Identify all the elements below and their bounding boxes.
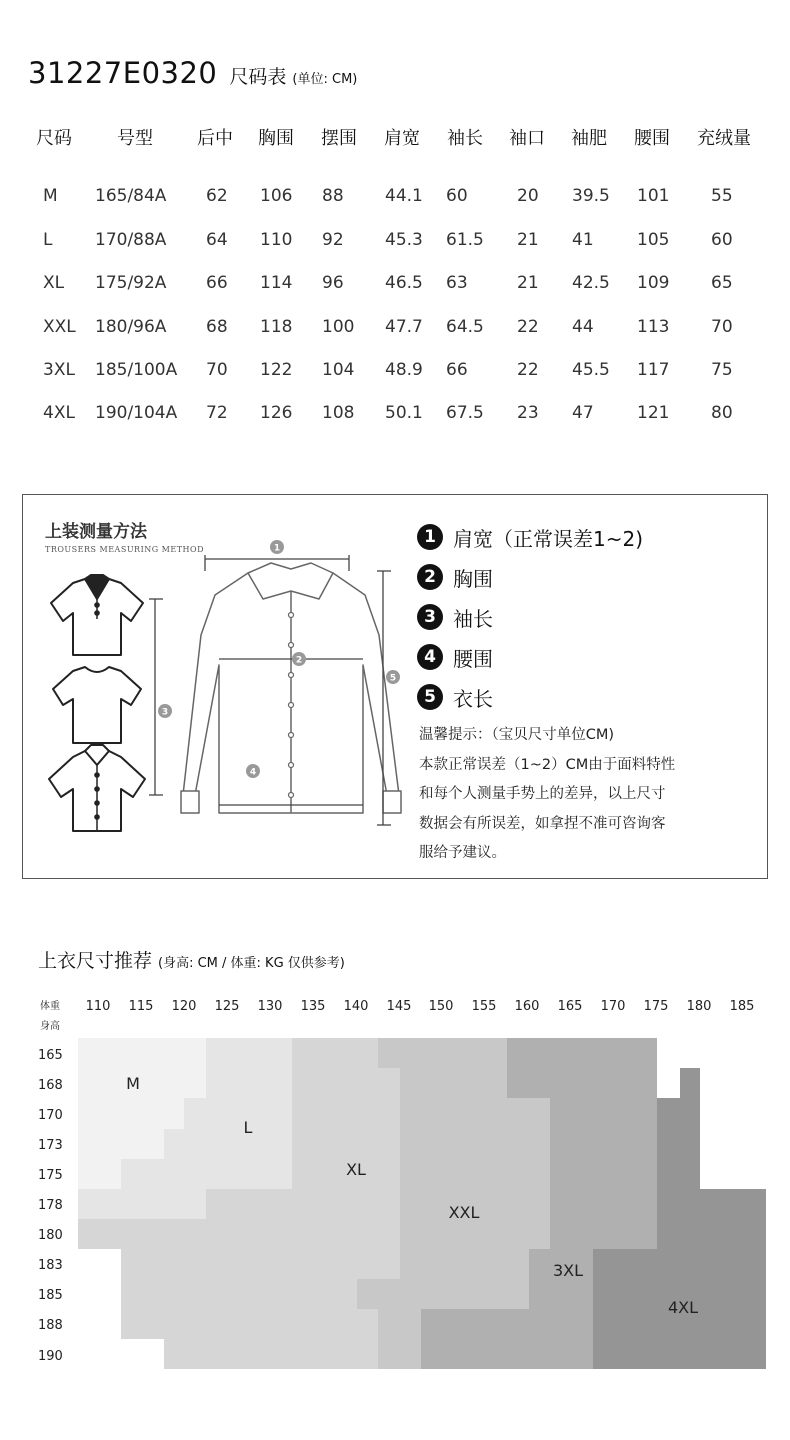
table-cell: 108 <box>322 403 355 423</box>
table-cell: 121 <box>637 403 670 423</box>
weight-tick: 145 <box>386 999 412 1014</box>
number-badge-icon: 3 <box>417 604 443 630</box>
table-cell: XXL <box>43 317 76 337</box>
table-cell: 65 <box>711 273 733 293</box>
zone-label: M <box>126 1074 140 1093</box>
table-cell: 66 <box>206 273 228 293</box>
svg-text:4: 4 <box>249 767 257 778</box>
weight-tick: 155 <box>471 999 497 1014</box>
height-axis-label: 身高 <box>40 1021 60 1032</box>
height-tick: 188 <box>38 1318 63 1333</box>
table-cell: 39.5 <box>572 186 610 206</box>
number-badge-icon: 5 <box>417 684 443 710</box>
table-cell: 41 <box>572 230 594 250</box>
table-cell: 47 <box>572 403 594 423</box>
table-cell: 113 <box>637 317 670 337</box>
column-header: 胸围 <box>258 128 294 149</box>
weight-tick: 160 <box>514 999 540 1014</box>
table-cell: 185/100A <box>95 360 178 380</box>
measuring-method-subtitle: TROUSERS MEASURING METHOD <box>45 545 204 554</box>
table-cell: 109 <box>637 273 670 293</box>
zone-label: L <box>243 1118 253 1137</box>
table-cell: 175/92A <box>95 273 167 293</box>
svg-text:5: 5 <box>389 673 397 684</box>
weight-tick: 180 <box>686 999 712 1014</box>
height-tick: 175 <box>38 1168 63 1183</box>
table-cell: 67.5 <box>446 403 484 423</box>
tip-line: 温馨提示：（宝贝尺寸单位CM) <box>419 727 615 743</box>
height-tick: 183 <box>38 1258 63 1273</box>
height-tick: 168 <box>38 1078 63 1093</box>
table-cell: 88 <box>322 186 344 206</box>
column-header: 后中 <box>197 128 233 149</box>
column-header: 号型 <box>117 128 153 149</box>
table-cell: 66 <box>446 360 468 380</box>
table-cell: 4XL <box>43 403 75 423</box>
table-cell: 55 <box>711 186 733 206</box>
table-cell: 20 <box>517 186 539 206</box>
column-header: 袖肥 <box>571 128 607 149</box>
weight-tick: 150 <box>428 999 454 1014</box>
column-header: 摆围 <box>321 128 357 149</box>
table-cell: 64 <box>206 230 228 250</box>
tip-line: 服给予建议。 <box>419 845 506 861</box>
number-badge-icon: 2 <box>417 564 443 590</box>
zone-label: XL <box>346 1160 366 1179</box>
zone-label: 3XL <box>552 1261 584 1280</box>
number-badge-icon: 4 <box>417 644 443 670</box>
table-cell: 44 <box>572 317 594 337</box>
table-cell: 63 <box>446 273 468 293</box>
zone-label: 4XL <box>667 1298 699 1317</box>
table-cell: 42.5 <box>572 273 610 293</box>
weight-tick: 175 <box>643 999 669 1014</box>
svg-text:3: 3 <box>161 707 169 718</box>
table-cell: 45.5 <box>572 360 610 380</box>
measurement-label: 袖长 <box>453 606 493 631</box>
table-cell: 75 <box>711 360 733 380</box>
height-tick: 170 <box>38 1108 63 1123</box>
table-cell: 96 <box>322 273 344 293</box>
height-tick: 185 <box>38 1288 63 1303</box>
table-cell: 44.1 <box>385 186 423 206</box>
weight-tick: 110 <box>85 999 111 1014</box>
table-cell: 180/96A <box>95 317 167 337</box>
table-cell: 105 <box>637 230 670 250</box>
table-cell: 48.9 <box>385 360 423 380</box>
svg-text:2: 2 <box>295 655 303 666</box>
weight-tick: 170 <box>600 999 626 1014</box>
table-cell: 80 <box>711 403 733 423</box>
unit-label: (单位: CM) <box>292 72 358 87</box>
weight-tick: 130 <box>257 999 283 1014</box>
weight-tick: 185 <box>729 999 755 1014</box>
weight-axis-label: 体重 <box>40 1001 60 1012</box>
column-header: 肩宽 <box>384 128 420 149</box>
table-cell: 62 <box>206 186 228 206</box>
measurement-label: 腰围 <box>453 646 493 671</box>
recommend-title-text: 上衣尺寸推荐 <box>38 950 153 972</box>
height-tick: 180 <box>38 1228 63 1243</box>
table-cell: 126 <box>260 403 293 423</box>
table-cell: 70 <box>206 360 228 380</box>
table-cell: 22 <box>517 360 539 380</box>
table-cell: 47.7 <box>385 317 423 337</box>
measuring-method-title: 上装测量方法 <box>45 522 147 542</box>
table-cell: 118 <box>260 317 293 337</box>
product-code: 31227E0320 <box>28 56 218 90</box>
table-cell: 60 <box>711 230 733 250</box>
measurement-label: 肩宽（正常误差1~2) <box>453 526 644 551</box>
table-cell: 104 <box>322 360 355 380</box>
tip-line: 和每个人测量手势上的差异，以上尺寸 <box>419 786 666 802</box>
table-cell: 190/104A <box>95 403 178 423</box>
table-cell: 170/88A <box>95 230 167 250</box>
weight-tick: 165 <box>557 999 583 1014</box>
column-header: 充绒量 <box>697 128 751 149</box>
table-cell: 92 <box>322 230 344 250</box>
table-cell: 100 <box>322 317 355 337</box>
table-cell: L <box>43 230 53 250</box>
recommend-subtitle: (身高: CM / 体重: KG 仅供参考) <box>158 956 345 971</box>
weight-tick: 140 <box>343 999 369 1014</box>
table-cell: 21 <box>517 273 539 293</box>
height-tick: 165 <box>38 1048 63 1063</box>
table-cell: 106 <box>260 186 293 206</box>
height-tick: 173 <box>38 1138 63 1153</box>
table-cell: 114 <box>260 273 293 293</box>
table-cell: 64.5 <box>446 317 484 337</box>
table-cell: 110 <box>260 230 293 250</box>
table-cell: 45.3 <box>385 230 423 250</box>
svg-text:1: 1 <box>273 543 281 554</box>
size-chart-title: 尺码表 <box>229 66 287 88</box>
column-header: 腰围 <box>634 128 670 149</box>
table-cell: 46.5 <box>385 273 423 293</box>
table-cell: 70 <box>711 317 733 337</box>
table-cell: XL <box>43 273 65 293</box>
table-cell: 3XL <box>43 360 75 380</box>
weight-tick: 135 <box>300 999 326 1014</box>
tip-line: 数据会有所误差，如拿捏不准可咨询客 <box>419 815 666 832</box>
table-cell: 23 <box>517 403 539 423</box>
column-header: 袖口 <box>509 128 545 149</box>
weight-tick: 115 <box>128 999 154 1014</box>
tip-line: 本款正常误差（1~2）CM由于面料特性 <box>419 756 676 773</box>
table-cell: 101 <box>637 186 670 206</box>
column-header: 袖长 <box>447 128 483 149</box>
table-cell: 68 <box>206 317 228 337</box>
weight-tick: 120 <box>171 999 197 1014</box>
table-cell: 21 <box>517 230 539 250</box>
table-cell: 60 <box>446 186 468 206</box>
measurement-label: 衣长 <box>453 686 493 711</box>
height-tick: 190 <box>38 1349 63 1364</box>
table-cell: 72 <box>206 403 228 423</box>
table-cell: 50.1 <box>385 403 423 423</box>
table-cell: 117 <box>637 360 670 380</box>
weight-tick: 125 <box>214 999 240 1014</box>
zone-label: XXL <box>448 1203 480 1222</box>
number-badge-icon: 1 <box>417 524 443 550</box>
table-cell: 22 <box>517 317 539 337</box>
column-header: 尺码 <box>36 128 72 149</box>
table-cell: 165/84A <box>95 186 167 206</box>
measurement-label: 胸围 <box>453 566 493 591</box>
table-cell: 61.5 <box>446 230 484 250</box>
table-cell: M <box>43 186 58 206</box>
height-tick: 178 <box>38 1198 63 1213</box>
table-cell: 122 <box>260 360 293 380</box>
